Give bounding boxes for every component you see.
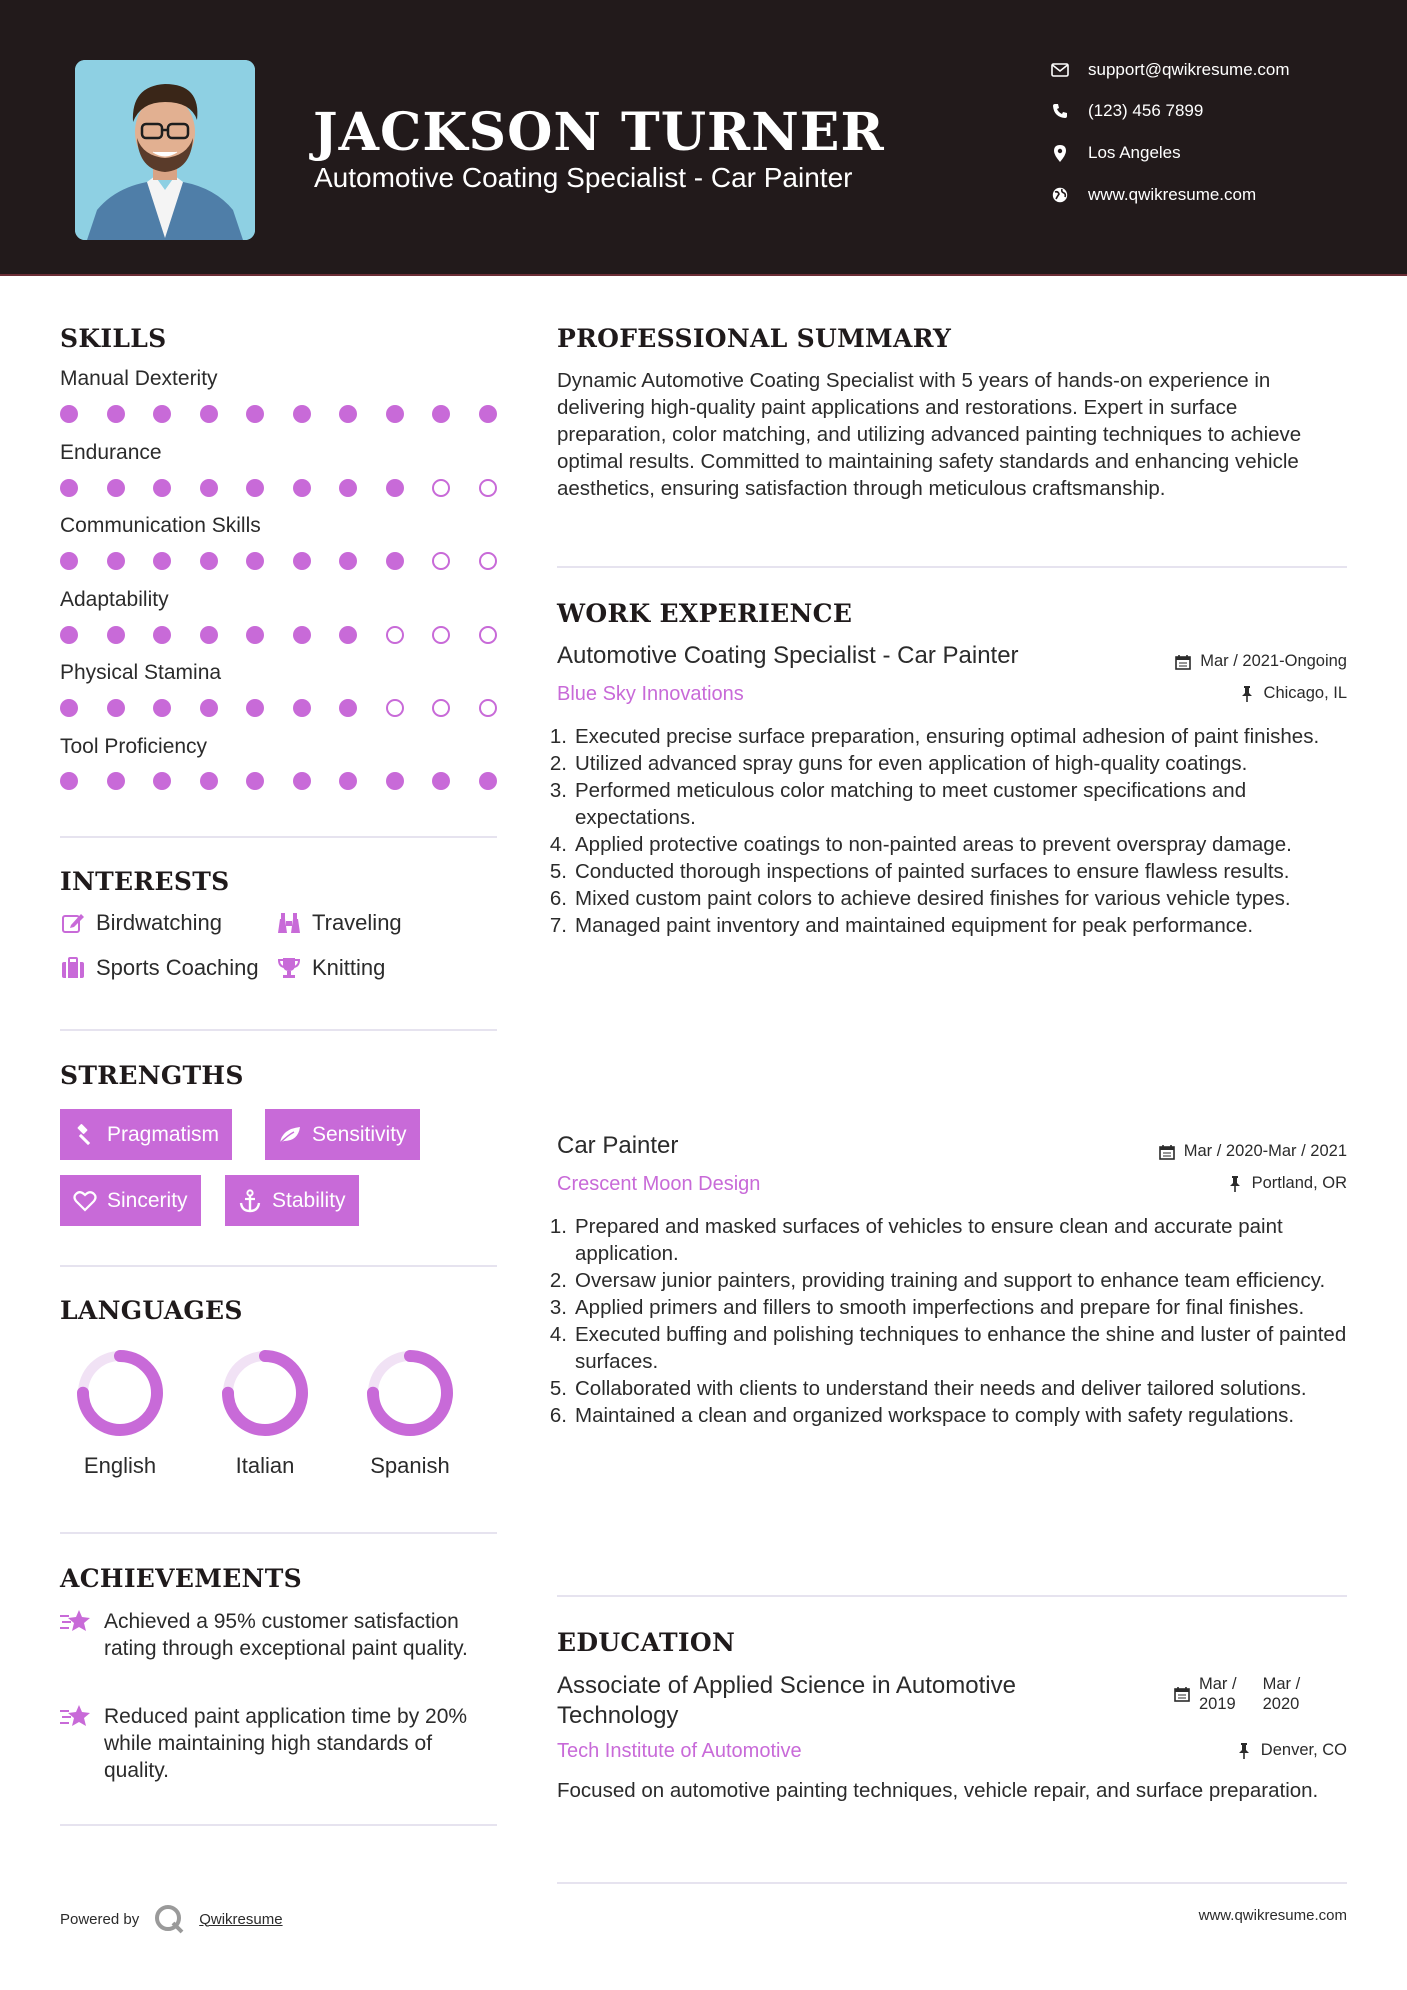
trophy-icon bbox=[276, 955, 302, 981]
interest-label: Traveling bbox=[312, 910, 402, 935]
leaf-icon bbox=[278, 1123, 302, 1147]
qwikresume-logo-icon bbox=[153, 1903, 185, 1935]
candidate-name: JACKSON TURNER bbox=[313, 102, 885, 163]
binoculars-icon bbox=[276, 910, 302, 936]
interest-item bbox=[276, 955, 385, 981]
profile-photo bbox=[75, 60, 255, 240]
shooting-star-icon bbox=[60, 1608, 92, 1636]
interest-item bbox=[60, 955, 259, 981]
skill-rating bbox=[60, 699, 525, 717]
shooting-star-icon bbox=[60, 1703, 92, 1731]
summary-text: Dynamic Automotive Coating Specialist with 5 years of hands-on experience in delivering high-quality paint applications and restorations. Expert in surface preparation, color matching, and utilizing advanced painting techniques to achieve optimal results. Committed to maintaining safety standards and enhancing vehicle aesthetics, ensuring satisfaction through meticulous craftsmanship. bbox=[557, 369, 1302, 500]
rating-dot-filled bbox=[107, 772, 125, 790]
rating-dot-filled bbox=[60, 405, 78, 423]
rating-dot-filled bbox=[200, 479, 218, 497]
rating-dot-filled bbox=[153, 405, 171, 423]
rating-dot-filled bbox=[107, 699, 125, 717]
suitcase-icon bbox=[60, 955, 86, 981]
strength-tag bbox=[60, 1175, 201, 1226]
summary-heading: PROFESSIONAL SUMMARY bbox=[557, 324, 952, 353]
contact-phone-text: (123) 456 7899 bbox=[1088, 101, 1204, 120]
job-bullet: Mixed custom paint colors to achieve desired finishes for various vehicle types. bbox=[575, 887, 1291, 910]
rating-dot-empty bbox=[386, 626, 404, 644]
rating-dot-filled bbox=[339, 479, 357, 497]
education-description: Focused on automotive painting techniques, vehicle repair, and surface preparation. bbox=[557, 1779, 1319, 1802]
rating-dot-filled bbox=[153, 479, 171, 497]
job-bullet: Oversaw junior painters, providing training and support to enhance team efficiency. bbox=[575, 1269, 1326, 1292]
job-bullets bbox=[557, 1213, 1347, 1429]
school-name: Tech Institute of Automotive bbox=[557, 1740, 802, 1762]
rating-dot-filled bbox=[200, 772, 218, 790]
strength-label: Sincerity bbox=[107, 1188, 188, 1212]
job-bullet: Maintained a clean and organized workspace to comply with safety regulations. bbox=[575, 1404, 1295, 1427]
education-start-month: Mar / bbox=[1199, 1675, 1237, 1693]
job-location bbox=[1226, 1174, 1347, 1193]
achievement-text: Achieved a 95% customer satisfaction rating through exceptional paint quality. bbox=[104, 1610, 468, 1660]
skill-label: Adaptability bbox=[60, 588, 169, 611]
section-divider bbox=[557, 566, 1347, 568]
language-level-ring bbox=[72, 1345, 168, 1441]
job-bullet: Prepared and masked surfaces of vehicles to ensure clean and accurate paint application. bbox=[575, 1215, 1283, 1265]
rating-dot-filled bbox=[339, 405, 357, 423]
contact-website[interactable] bbox=[1050, 183, 1256, 207]
job-bullet: Utilized advanced spray guns for even application of high-quality coatings. bbox=[575, 752, 1248, 775]
interests-heading: INTERESTS bbox=[60, 867, 230, 896]
gavel-icon bbox=[73, 1123, 97, 1147]
rating-dot-filled bbox=[200, 552, 218, 570]
pushpin-icon bbox=[1235, 1742, 1253, 1760]
job-bullet: Applied protective coatings to non-painted areas to prevent overspray damage. bbox=[575, 833, 1292, 856]
rating-dot-filled bbox=[200, 626, 218, 644]
degree-title-line2: Technology bbox=[557, 1702, 679, 1729]
edit-icon bbox=[60, 910, 86, 936]
skill-label: Manual Dexterity bbox=[60, 367, 218, 390]
rating-dot-filled bbox=[153, 552, 171, 570]
job-bullet: Collaborated with clients to understand their needs and deliver tailored solutions. bbox=[575, 1377, 1307, 1400]
location-pin-icon bbox=[1050, 143, 1070, 163]
rating-dot-empty bbox=[432, 552, 450, 570]
contact-phone[interactable] bbox=[1050, 99, 1203, 123]
achievement-item bbox=[60, 1608, 500, 1662]
language-label: Spanish bbox=[370, 1453, 450, 1478]
envelope-icon bbox=[1050, 60, 1070, 80]
language-item bbox=[55, 1345, 185, 1479]
rating-dot-filled bbox=[246, 405, 264, 423]
job-title: Car Painter bbox=[557, 1132, 679, 1159]
rating-dot-filled bbox=[479, 772, 497, 790]
rating-dot-filled bbox=[246, 772, 264, 790]
contact-location bbox=[1050, 141, 1181, 165]
powered-by-label: Powered by bbox=[60, 1910, 140, 1928]
rating-dot-filled bbox=[200, 699, 218, 717]
skill-label: Communication Skills bbox=[60, 514, 261, 537]
rating-dot-filled bbox=[293, 552, 311, 570]
section-divider bbox=[557, 1595, 1347, 1597]
strength-label: Pragmatism bbox=[107, 1122, 220, 1146]
rating-dot-filled bbox=[60, 699, 78, 717]
education-date bbox=[1173, 1674, 1300, 1714]
education-location-text: Denver, CO bbox=[1260, 1741, 1347, 1759]
interest-label: Sports Coaching bbox=[96, 955, 259, 980]
calendar-icon bbox=[1158, 1143, 1176, 1161]
work-heading: WORK EXPERIENCE bbox=[557, 599, 853, 628]
education-end-year: 2020 bbox=[1262, 1695, 1300, 1713]
job-bullet: Executed buffing and polishing techniques to enhance the shine and luster of painted surfaces. bbox=[575, 1323, 1347, 1373]
section-divider bbox=[557, 1882, 1347, 1884]
job-bullet: Applied primers and fillers to smooth imperfections and prepare for final finishes. bbox=[575, 1296, 1305, 1319]
strengths-heading: STRENGTHS bbox=[60, 1061, 244, 1090]
company-name: Blue Sky Innovations bbox=[557, 683, 744, 705]
contact-email[interactable] bbox=[1050, 58, 1290, 82]
rating-dot-filled bbox=[432, 405, 450, 423]
section-divider bbox=[60, 836, 497, 838]
interest-label: Knitting bbox=[312, 955, 386, 980]
rating-dot-empty bbox=[479, 552, 497, 570]
rating-dot-filled bbox=[479, 405, 497, 423]
pushpin-icon bbox=[1238, 685, 1256, 703]
job-location bbox=[1238, 684, 1347, 703]
calendar-icon bbox=[1173, 1685, 1191, 1703]
rating-dot-filled bbox=[339, 552, 357, 570]
rating-dot-filled bbox=[386, 772, 404, 790]
skill-rating bbox=[60, 405, 525, 423]
job-bullet: Conducted thorough inspections of painted surfaces to ensure flawless results. bbox=[575, 860, 1290, 883]
rating-dot-filled bbox=[153, 772, 171, 790]
language-item bbox=[345, 1345, 475, 1479]
footer-powered-by bbox=[60, 1903, 283, 1935]
achievement-item bbox=[60, 1703, 500, 1784]
rating-dot-filled bbox=[293, 772, 311, 790]
job-date-text: Mar / 2021-Ongoing bbox=[1200, 652, 1347, 670]
rating-dot-filled bbox=[339, 772, 357, 790]
strength-label: Sensitivity bbox=[312, 1122, 407, 1146]
rating-dot-filled bbox=[246, 699, 264, 717]
contact-website-text: www.qwikresume.com bbox=[1088, 185, 1257, 204]
footer-website-link[interactable]: www.qwikresume.com bbox=[1198, 1907, 1347, 1924]
company-name: Crescent Moon Design bbox=[557, 1173, 761, 1195]
rating-dot-empty bbox=[479, 699, 497, 717]
rating-dot-filled bbox=[107, 405, 125, 423]
rating-dot-filled bbox=[60, 626, 78, 644]
strength-tag bbox=[265, 1109, 420, 1160]
rating-dot-empty bbox=[386, 699, 404, 717]
rating-dot-filled bbox=[386, 405, 404, 423]
strength-tag bbox=[60, 1109, 232, 1160]
job-title: Automotive Coating Specialist - Car Painter bbox=[557, 642, 1019, 669]
job-location-text: Chicago, IL bbox=[1263, 684, 1347, 702]
rating-dot-filled bbox=[107, 626, 125, 644]
strength-label: Stability bbox=[272, 1188, 346, 1212]
language-level-ring bbox=[362, 1345, 458, 1441]
skill-label: Tool Proficiency bbox=[60, 735, 208, 758]
job-bullets bbox=[557, 723, 1347, 939]
rating-dot-filled bbox=[293, 405, 311, 423]
education-heading: EDUCATION bbox=[557, 1628, 736, 1657]
job-bullet: Performed meticulous color matching to meet customer specifications and expectations. bbox=[575, 779, 1247, 829]
education-location bbox=[1235, 1741, 1347, 1760]
languages-heading: LANGUAGES bbox=[60, 1296, 243, 1325]
skill-rating bbox=[60, 626, 525, 644]
language-label: English bbox=[83, 1453, 157, 1478]
section-divider bbox=[60, 1029, 497, 1031]
skill-rating bbox=[60, 772, 525, 790]
rating-dot-filled bbox=[293, 479, 311, 497]
achievement-text: Reduced paint application time by 20% while maintaining high standards of quality. bbox=[104, 1705, 468, 1782]
rating-dot-filled bbox=[153, 699, 171, 717]
language-item bbox=[200, 1345, 330, 1479]
skill-label: Endurance bbox=[60, 441, 162, 464]
pushpin-icon bbox=[1226, 1175, 1244, 1193]
job-location-text: Portland, OR bbox=[1251, 1174, 1347, 1192]
rating-dot-filled bbox=[200, 405, 218, 423]
contact-email-text: support@qwikresume.com bbox=[1088, 60, 1290, 79]
interest-item bbox=[60, 910, 222, 936]
rating-dot-filled bbox=[432, 772, 450, 790]
rating-dot-filled bbox=[153, 626, 171, 644]
job-date bbox=[1158, 1142, 1347, 1161]
rating-dot-filled bbox=[246, 479, 264, 497]
rating-dot-filled bbox=[60, 479, 78, 497]
rating-dot-filled bbox=[246, 552, 264, 570]
section-divider bbox=[60, 1824, 497, 1826]
skill-label: Physical Stamina bbox=[60, 661, 222, 684]
achievements-heading: ACHIEVEMENTS bbox=[60, 1564, 302, 1593]
rating-dot-empty bbox=[432, 479, 450, 497]
skill-rating bbox=[60, 479, 525, 497]
anchor-icon bbox=[238, 1189, 262, 1213]
rating-dot-filled bbox=[246, 626, 264, 644]
rating-dot-filled bbox=[339, 626, 357, 644]
heart-icon bbox=[73, 1189, 97, 1213]
rating-dot-filled bbox=[386, 479, 404, 497]
rating-dot-filled bbox=[293, 626, 311, 644]
phone-icon bbox=[1050, 101, 1070, 121]
rating-dot-filled bbox=[60, 552, 78, 570]
job-bullet: Managed paint inventory and maintained equipment for peak performance. bbox=[575, 914, 1254, 937]
rating-dot-filled bbox=[293, 699, 311, 717]
job-date-text: Mar / 2020-Mar / 2021 bbox=[1183, 1142, 1347, 1160]
language-label: Italian bbox=[235, 1453, 295, 1478]
rating-dot-filled bbox=[107, 479, 125, 497]
interest-item bbox=[276, 910, 402, 936]
rating-dot-filled bbox=[386, 552, 404, 570]
job-date bbox=[1174, 652, 1347, 671]
candidate-title: Automotive Coating Specialist - Car Painter bbox=[314, 162, 853, 193]
rating-dot-filled bbox=[107, 552, 125, 570]
language-level-ring bbox=[217, 1345, 313, 1441]
interest-label: Birdwatching bbox=[96, 910, 222, 935]
skill-rating bbox=[60, 552, 525, 570]
header-divider bbox=[0, 274, 1407, 276]
qwikresume-link[interactable]: Qwikresume bbox=[199, 1910, 283, 1928]
section-divider bbox=[60, 1532, 497, 1534]
rating-dot-empty bbox=[479, 479, 497, 497]
degree-title-line1: Associate of Applied Science in Automotive bbox=[557, 1672, 1016, 1699]
rating-dot-filled bbox=[339, 699, 357, 717]
strength-tag bbox=[225, 1175, 359, 1226]
rating-dot-filled bbox=[60, 772, 78, 790]
education-start-year: 2019 bbox=[1199, 1695, 1236, 1713]
job-bullet: Executed precise surface preparation, ensuring optimal adhesion of paint finishes. bbox=[575, 725, 1320, 748]
calendar-icon bbox=[1174, 653, 1192, 671]
skills-heading: SKILLS bbox=[60, 324, 167, 353]
section-divider bbox=[60, 1265, 497, 1267]
globe-icon bbox=[1050, 185, 1070, 205]
education-end-month: Mar / bbox=[1262, 1675, 1301, 1693]
rating-dot-empty bbox=[432, 626, 450, 644]
rating-dot-empty bbox=[432, 699, 450, 717]
rating-dot-empty bbox=[479, 626, 497, 644]
contact-location-text: Los Angeles bbox=[1088, 143, 1181, 162]
